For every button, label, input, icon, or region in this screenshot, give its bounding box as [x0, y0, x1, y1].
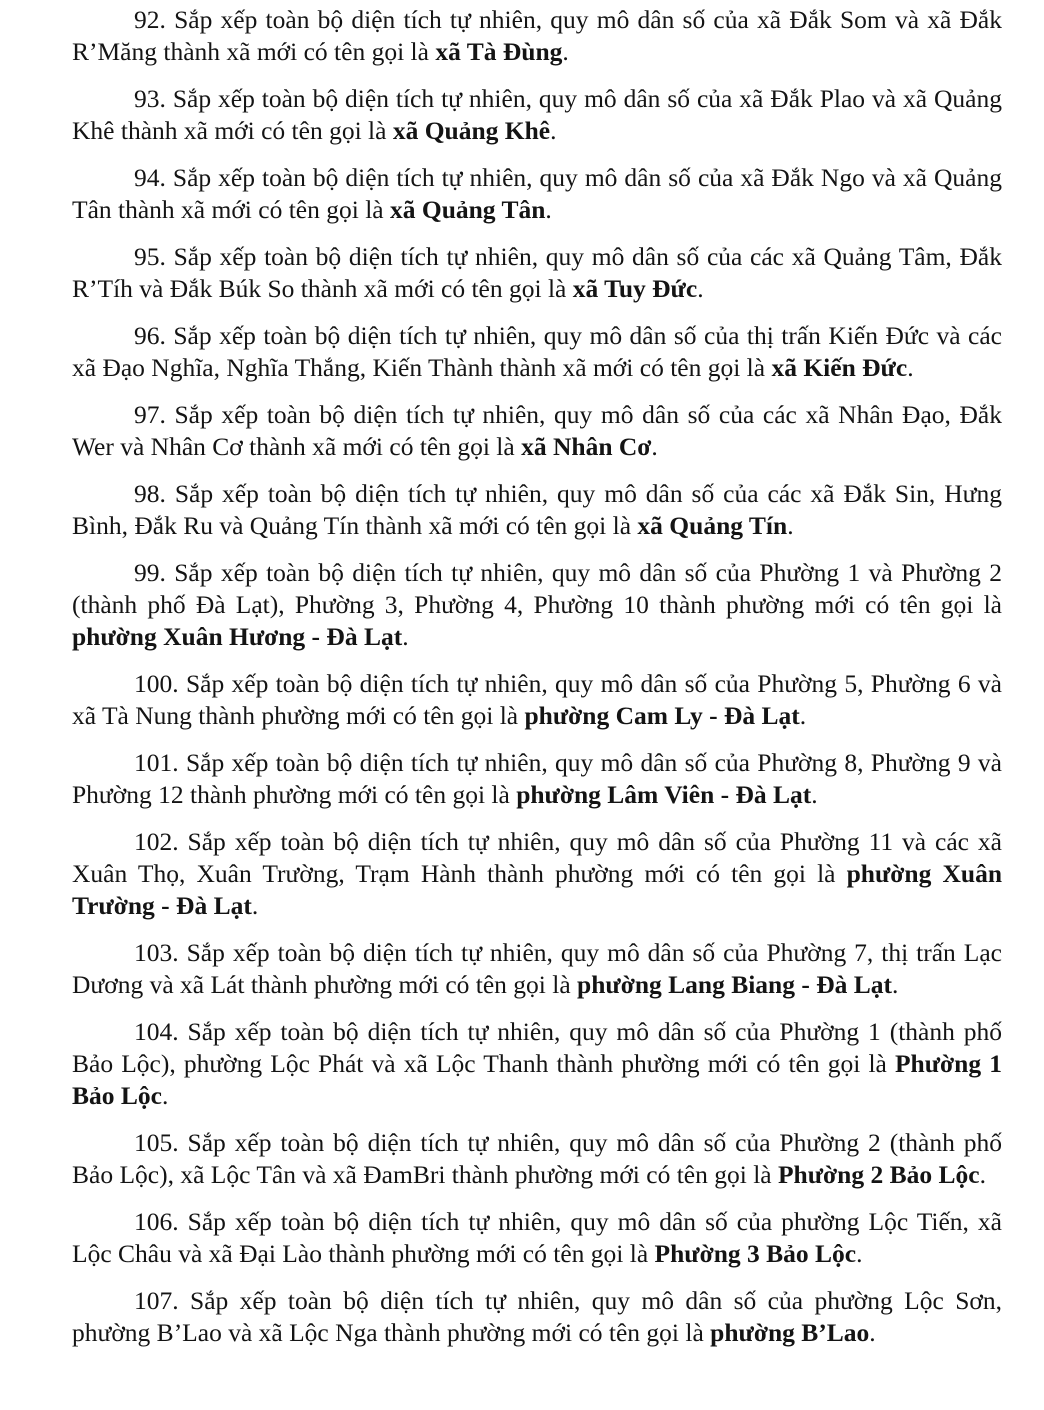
- paragraph-105: [72, 1127, 1002, 1191]
- paragraph-tail: .: [161, 1081, 169, 1110]
- new-unit-name: Phường 3 Bảo Lộc: [654, 1239, 857, 1268]
- paragraph-tail: .: [562, 37, 569, 66]
- paragraph-text: 94. Sắp xếp toàn bộ diện tích tự nhiên, quy mô dân số của xã Đắk Ngo và xã Quảng Tân thành xã mới có tên gọi là: [72, 163, 1002, 224]
- paragraph-103: [72, 937, 1002, 1001]
- paragraph-text: 96. Sắp xếp toàn bộ diện tích tự nhiên, quy mô dân số của thị trấn Kiến Đức và các xã Đạo Nghĩa, Nghĩa Thắng, Kiến Thành thành xã mới có tên gọi là: [72, 321, 1002, 382]
- new-unit-name: xã Tà Đùng: [435, 37, 563, 66]
- new-unit-name: phường Lang Biang - Đà Lạt: [577, 970, 893, 999]
- paragraph-tail: .: [799, 701, 807, 730]
- paragraph-tail: .: [651, 432, 658, 461]
- paragraph-text: 103. Sắp xếp toàn bộ diện tích tự nhiên, quy mô dân số của Phường 7, thị trấn Lạc Dương và xã Lát thành phường mới có tên gọi là: [72, 938, 1002, 999]
- paragraph-tail: .: [811, 780, 818, 809]
- paragraph-tail: .: [402, 622, 409, 651]
- paragraph-100: [72, 668, 1002, 732]
- paragraph-104: [72, 1016, 1002, 1112]
- paragraph-text: 99. Sắp xếp toàn bộ diện tích tự nhiên, quy mô dân số của Phường 1 và Phường 2 (thành phố Đà Lạt), Phường 3, Phường 4, Phường 10 thành phường mới có tên gọi là: [72, 558, 1002, 619]
- paragraph-98: [72, 478, 1002, 542]
- paragraph-text: 93. Sắp xếp toàn bộ diện tích tự nhiên, quy mô dân số của xã Đắk Plao và xã Quảng Khê thành xã mới có tên gọi là: [72, 84, 1002, 145]
- paragraph-95: [72, 241, 1002, 305]
- new-unit-name: phường Xuân Hương - Đà Lạt: [72, 622, 403, 651]
- paragraph-94: [72, 162, 1002, 226]
- paragraph-102: [72, 826, 1002, 922]
- paragraph-tail: .: [892, 970, 899, 999]
- paragraph-107: [72, 1285, 1002, 1349]
- paragraph-93: [72, 83, 1002, 147]
- paragraph-101: [72, 747, 1002, 811]
- paragraph-106: [72, 1206, 1002, 1270]
- new-unit-name: xã Nhân Cơ: [521, 432, 652, 461]
- new-unit-name: Phường 2 Bảo Lộc: [777, 1160, 980, 1189]
- paragraph-text: 92. Sắp xếp toàn bộ diện tích tự nhiên, quy mô dân số của xã Đắk Som và xã Đắk R’Măng thành xã mới có tên gọi là: [72, 5, 1002, 66]
- paragraph-text: 100. Sắp xếp toàn bộ diện tích tự nhiên, quy mô dân số của Phường 5, Phường 6 và xã Tà Nung thành phường mới có tên gọi là: [72, 669, 1002, 730]
- paragraph-tail: .: [251, 891, 259, 920]
- paragraph-tail: .: [856, 1239, 863, 1268]
- paragraph-96: [72, 320, 1002, 384]
- paragraph-text: 105. Sắp xếp toàn bộ diện tích tự nhiên, quy mô dân số của Phường 2 (thành phố Bảo Lộc), xã Lộc Tân và xã ĐamBri thành phường mới có tên gọi là: [72, 1128, 1002, 1189]
- new-unit-name: phường Cam Ly - Đà Lạt: [524, 701, 800, 730]
- paragraph-97: [72, 399, 1002, 463]
- new-unit-name: phường B’Lao: [710, 1318, 870, 1347]
- new-unit-name: xã Tuy Đức: [572, 274, 698, 303]
- new-unit-name: xã Kiến Đức: [771, 353, 908, 382]
- new-unit-name: phường Xuân Trường - Đà Lạt: [72, 859, 1002, 920]
- new-unit-name: xã Quảng Tân: [389, 195, 546, 224]
- new-unit-name: xã Quảng Khê: [392, 116, 551, 145]
- paragraph-tail: .: [869, 1318, 876, 1347]
- paragraph-tail: .: [697, 274, 704, 303]
- new-unit-name: xã Quảng Tín: [637, 511, 788, 540]
- paragraph-tail: .: [550, 116, 557, 145]
- new-unit-name: phường Lâm Viên - Đà Lạt: [516, 780, 812, 809]
- paragraph-text: 97. Sắp xếp toàn bộ diện tích tự nhiên, quy mô dân số của các xã Nhân Đạo, Đắk Wer và Nhân Cơ thành xã mới có tên gọi là: [72, 400, 1002, 461]
- paragraph-tail: .: [545, 195, 552, 224]
- paragraph-tail: .: [907, 353, 914, 382]
- paragraph-99: [72, 557, 1002, 653]
- paragraph-tail: .: [787, 511, 794, 540]
- paragraph-text: 101. Sắp xếp toàn bộ diện tích tự nhiên, quy mô dân số của Phường 8, Phường 9 và Phường 12 thành phường mới có tên gọi là: [72, 748, 1002, 809]
- paragraph-text: 102. Sắp xếp toàn bộ diện tích tự nhiên, quy mô dân số của Phường 11 và các xã Xuân Thọ, Xuân Trường, Trạm Hành thành phường mới có tên gọi là: [72, 827, 1002, 888]
- paragraph-text: 104. Sắp xếp toàn bộ diện tích tự nhiên, quy mô dân số của Phường 1 (thành phố Bảo Lộc), phường Lộc Phát và xã Lộc Thanh thành phường mới có tên gọi là: [72, 1017, 1002, 1078]
- paragraph-text: 106. Sắp xếp toàn bộ diện tích tự nhiên, quy mô dân số của phường Lộc Tiến, xã Lộc Châu và xã Đại Lào thành phường mới có tên gọi là: [72, 1207, 1002, 1268]
- paragraph-92: [72, 4, 1002, 68]
- paragraph-text: 98. Sắp xếp toàn bộ diện tích tự nhiên, quy mô dân số của các xã Đắk Sin, Hưng Bình, Đắk Ru và Quảng Tín thành xã mới có tên gọi là: [72, 479, 1002, 540]
- paragraph-text: 107. Sắp xếp toàn bộ diện tích tự nhiên, quy mô dân số của phường Lộc Sơn, phường B’Lao và xã Lộc Nga thành phường mới có tên gọi là: [72, 1286, 1002, 1347]
- new-unit-name: Phường 1 Bảo Lộc: [72, 1049, 1002, 1110]
- paragraph-tail: .: [979, 1160, 986, 1189]
- paragraph-text: 95. Sắp xếp toàn bộ diện tích tự nhiên, quy mô dân số của các xã Quảng Tâm, Đắk R’Tíh và Đắk Búk So thành xã mới có tên gọi là: [72, 242, 1002, 303]
